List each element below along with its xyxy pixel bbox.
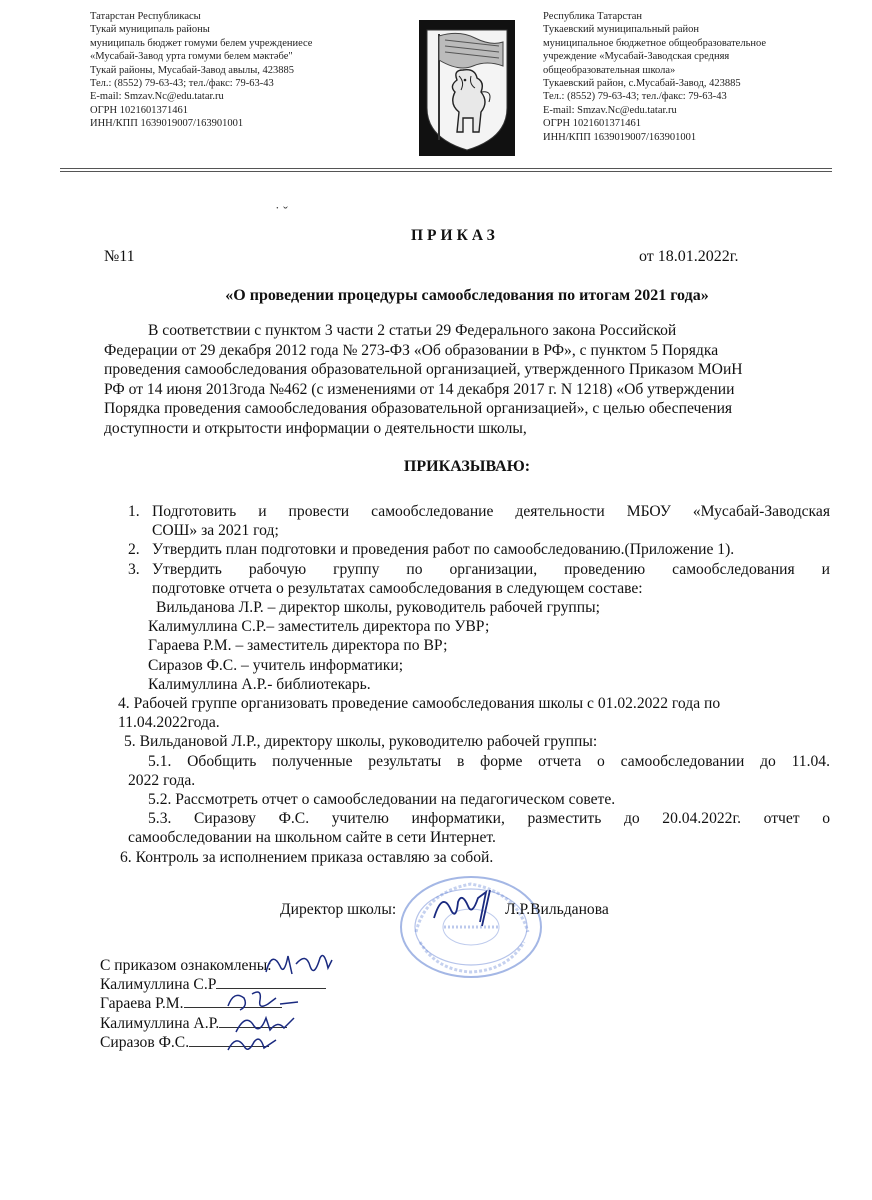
header-right-line: Тукаевский район, с.Мусабай-Завод, 423885 — [543, 78, 741, 90]
preamble-line: доступности и открытости информации о деятельности школы, — [104, 419, 527, 437]
header-right-russian — [543, 10, 833, 144]
preamble-paragraph — [104, 321, 830, 438]
header-divider — [60, 171, 832, 172]
document-title: ПРИКАЗ — [411, 227, 499, 244]
decree-heading: ПРИКАЗЫВАЮ: — [403, 458, 531, 475]
item-line: 11.04.2022года. — [118, 714, 220, 732]
preamble-line: В соответствии с пунктом 3 части 2 статьи 29 Федерального закона Российской — [148, 322, 677, 339]
item-line: самообследовании на школьном сайте в сети Интернет. — [128, 829, 496, 847]
item-line: 5.1. Обобщить полученные результаты в форме отчета о самообследовании до 11.04. — [148, 752, 830, 770]
header-right-line: общеобразовательная школа» — [543, 64, 676, 76]
item-number: 3. — [128, 560, 140, 578]
working-group-member: Гараева Р.М. – заместитель директора по ВР; — [148, 637, 448, 655]
working-group-member: Вильданова Л.Р. – директор школы, руководитель рабочей группы; — [156, 599, 600, 617]
director-signature — [428, 888, 510, 928]
item-5: 5. Вильдановой Л.Р., директору школы, руководителю рабочей группы: — [124, 733, 598, 751]
acknowledgement-heading: С приказом ознакомлены: — [100, 957, 272, 974]
list-item — [104, 540, 830, 559]
director-label: Директор школы: — [280, 901, 397, 918]
header-left-line: ИНН/КПП 1639019007/163901001 — [90, 118, 244, 130]
header-left-line: ОГРН 1021601371461 — [90, 104, 188, 116]
header-left-line: E-mail: Smzav.Nc@edu.tatar.ru — [90, 91, 224, 103]
item-4 — [104, 694, 830, 732]
preamble-line: Порядка проведения самообследования образовательной организацией», с целью обеспечения — [104, 400, 733, 417]
header-left-line: Тел.: (8552) 79-63-43; тел./факс: 79-63-43 — [90, 78, 274, 90]
header-right-line: Тел.: (8552) 79-63-43; тел./факс: 79-63-43 — [543, 91, 727, 103]
signature-sirazov-fs — [224, 1030, 284, 1060]
working-group-member: Калимуллина А.Р.- библиотекарь. — [148, 675, 371, 693]
signature-kalimullina-sr — [262, 944, 342, 984]
item-line: 5.3. Сиразову Ф.С. учителю информатики, разместить до 20.04.2022г. отчет о — [148, 810, 830, 828]
acknowledgement-name: Гараева Р.М. — [100, 995, 184, 1013]
item-line: подготовке отчета о результатах самообследования в следующем составе: — [152, 579, 643, 597]
coat-of-arms-emblem — [419, 20, 515, 156]
working-group-member: Сиразов Ф.С. – учитель информатики; — [148, 656, 404, 674]
item-6: 6. Контроль за исполнением приказа оставляю за собой. — [120, 848, 494, 866]
order-subject: «О проведении процедуры самообследования по итогам 2021 года» — [225, 287, 709, 304]
header-right-line: учреждение «Мусабай-Заводская средняя — [543, 51, 730, 63]
header-left-line: Тукай муниципаль районы — [90, 24, 210, 36]
item-5-2: 5.2. Рассмотреть отчет о самообследовании на педагогическом совете. — [148, 791, 616, 809]
acknowledgement-name: Калимуллина А.Р. — [100, 1014, 220, 1032]
header-left-line: «Мусабай-Завод урта гомуми белем мәктәбе" — [90, 51, 293, 63]
director-name: Л.Р.Вильданова — [505, 901, 609, 918]
header-right-line: Тукаевский муниципальный район — [543, 24, 700, 36]
scan-speck: ˙ ˇ — [275, 205, 288, 220]
header-left-line: Татарстан Республикасы — [90, 11, 201, 22]
header-left-tatar — [90, 10, 390, 131]
header-left-line: муниципаль бюджет гомуми белем учреждениесе — [90, 37, 313, 49]
item-number: 1. — [128, 503, 140, 520]
item-line: Подготовить и провести самообследование деятельности МБОУ «Мусабай-Заводская — [152, 503, 830, 520]
acknowledgement-name: Калимуллина С.Р — [100, 976, 217, 994]
header-right-line: Республика Татарстан — [543, 11, 643, 22]
order-items — [104, 502, 830, 867]
item-number: 2. — [128, 541, 140, 559]
working-group-member: Калимуллина С.Р.– заместитель директора по УВР; — [148, 618, 490, 636]
header-right-line: E-mail: Smzav.Nc@edu.tatar.ru — [543, 104, 677, 116]
list-item — [104, 560, 830, 598]
acknowledgement-name: Сиразов Ф.С. — [100, 1033, 190, 1051]
preamble-line: РФ от 14 июня 2013года №462 (с изменениями от 14 декабря 2017 г. N 1218) «Об утверждении — [104, 380, 735, 398]
item-line: Утвердить план подготовки и проведения работ по самообследованию.(Приложение 1). — [152, 541, 735, 559]
header-right-line: ИНН/КПП 1639019007/163901001 — [543, 131, 697, 143]
item-line: СОШ» за 2021 год; — [152, 522, 279, 540]
preamble-line: Федерации от 29 декабря 2012 года № 273-ФЗ «Об образовании в РФ», с пунктом 5 Порядка — [104, 341, 719, 359]
header-right-line: ОГРН 1021601371461 — [543, 118, 641, 130]
header-right-line: муниципальное бюджетное общеобразовательное — [543, 37, 767, 49]
item-line: Утвердить рабочую группу по организации, проведению самообследования и — [152, 560, 830, 578]
header-divider — [60, 168, 832, 169]
order-number: №11 — [104, 248, 135, 265]
item-5-1 — [104, 752, 830, 790]
order-date: от 18.01.2022г. — [639, 248, 739, 265]
header-left-line: Тукай районы, Мусабай-Завод авылы, 423885 — [90, 64, 295, 76]
item-line: 2022 года. — [128, 771, 196, 789]
item-5-3 — [104, 809, 830, 847]
list-item — [104, 502, 830, 540]
item-line: 4. Рабочей группе организовать проведение самообследования школы с 01.02.2022 года по — [118, 695, 721, 713]
preamble-line: проведения самообследования образовательной организацией, утвержденного Приказом МОиН — [104, 361, 743, 378]
